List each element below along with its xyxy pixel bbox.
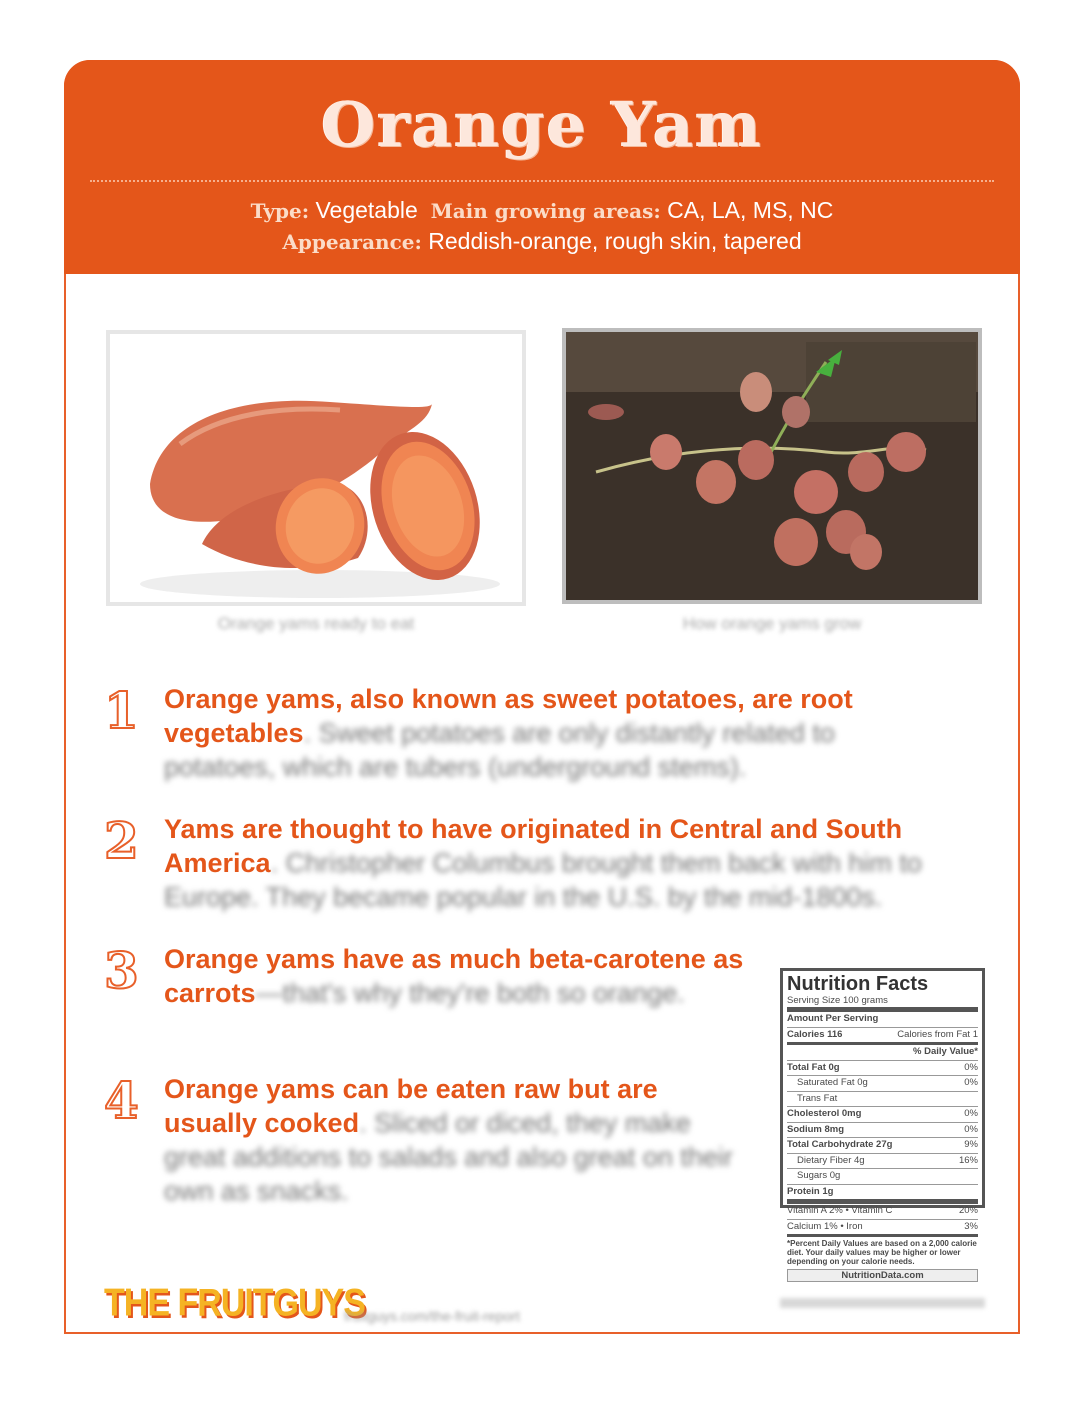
fact-detail: . Christopher Columbus brought them back with him to Europe. They became popular in the U.S. by the mid-1800s. (164, 848, 922, 912)
fact-number: 1 (104, 681, 139, 740)
areas-label: Main growing areas: (430, 199, 661, 223)
dotted-divider (90, 180, 994, 182)
nutrition-credit (780, 1298, 985, 1308)
nutrient-row: Total Fat 0g 0% (787, 1060, 978, 1076)
type-label: Type: (250, 199, 310, 223)
nutrition-facts-panel (780, 968, 985, 1281)
appearance-line (64, 228, 1020, 255)
growing-yams-photo (562, 328, 982, 604)
type-value: Vegetable (309, 197, 418, 223)
fact-text (164, 682, 904, 784)
page-title: Orange Yam (321, 88, 763, 161)
fact-highlight: Orange yams, also known as sweet potatoes, are root vegetables (164, 684, 853, 748)
fact-highlight: Orange yams can be eaten raw but are usually cooked (164, 1074, 658, 1138)
mineral-row: Calcium 1% • Iron 3% (787, 1219, 978, 1235)
nutrition-source: NutritionData.com (787, 1269, 978, 1282)
nutrition-footnote: *Percent Daily Values are based on a 2,000 calorie diet. Your daily values may be higher or lower depending on your calorie needs. (787, 1234, 978, 1266)
nutrient-row: Trans Fat (787, 1091, 978, 1107)
fact-text (164, 812, 964, 914)
photo-caption: Orange yams ready to eat (217, 614, 415, 633)
fact-text (164, 942, 744, 1010)
header-banner (64, 60, 1020, 274)
fact-text (164, 1072, 734, 1208)
fact-number: 3 (104, 941, 139, 1000)
fact-detail: —that's why they're both so orange. (255, 978, 685, 1008)
fact-detail: . Sweet potatoes are only distantly related to potatoes, which are tubers (underground stems). (164, 718, 835, 782)
type-line (64, 197, 1020, 224)
serving-size: Serving Size 100 grams (787, 995, 888, 1006)
nutrient-row: Sodium 8mg 0% (787, 1122, 978, 1138)
nutrient-row: Cholesterol 0mg 0% (787, 1106, 978, 1122)
areas-value: CA, LA, MS, NC (660, 197, 834, 223)
vitamin-row: Vitamin A 2% • Vitamin C 20% (787, 1199, 978, 1219)
fact-number: 4 (104, 1071, 139, 1130)
fact-detail: . Sliced or diced, they make great additions to salads and also great on their own as snacks. (164, 1108, 733, 1206)
sweet-potato-photo (106, 330, 526, 606)
nutrient-row: Sugars 0g (787, 1168, 978, 1184)
fact-number: 2 (104, 811, 139, 870)
fact-highlight: Orange yams have as much beta-carotene as carrots (164, 944, 744, 1008)
nutrient-row: Saturated Fat 0g 0% (787, 1075, 978, 1091)
appearance-label: Appearance: (282, 230, 422, 254)
calories-row: Calories 116 Calories from Fat 1 (787, 1027, 978, 1043)
fact-highlight: Yams are thought to have originated in Central and South America (164, 814, 903, 878)
footer-url: fruitguys.com/the-fruit-report (344, 1308, 520, 1324)
fact-sheet-card (64, 60, 1020, 1334)
nutrient-row: Dietary Fiber 4g 16% (787, 1153, 978, 1169)
daily-value-header: % Daily Value* (787, 1042, 978, 1060)
fruitguys-logo: THE FRUITGUYS (104, 1281, 365, 1325)
photo-caption: How orange yams grow (682, 614, 862, 633)
nutrient-row: Total Carbohydrate 27g 9% (787, 1137, 978, 1153)
amount-per-serving: Amount Per Serving (787, 1007, 978, 1027)
appearance-value: Reddish-orange, rough skin, tapered (421, 228, 802, 254)
nutrient-row: Protein 1g (787, 1184, 978, 1200)
nutrition-title: Nutrition Facts (787, 973, 929, 995)
